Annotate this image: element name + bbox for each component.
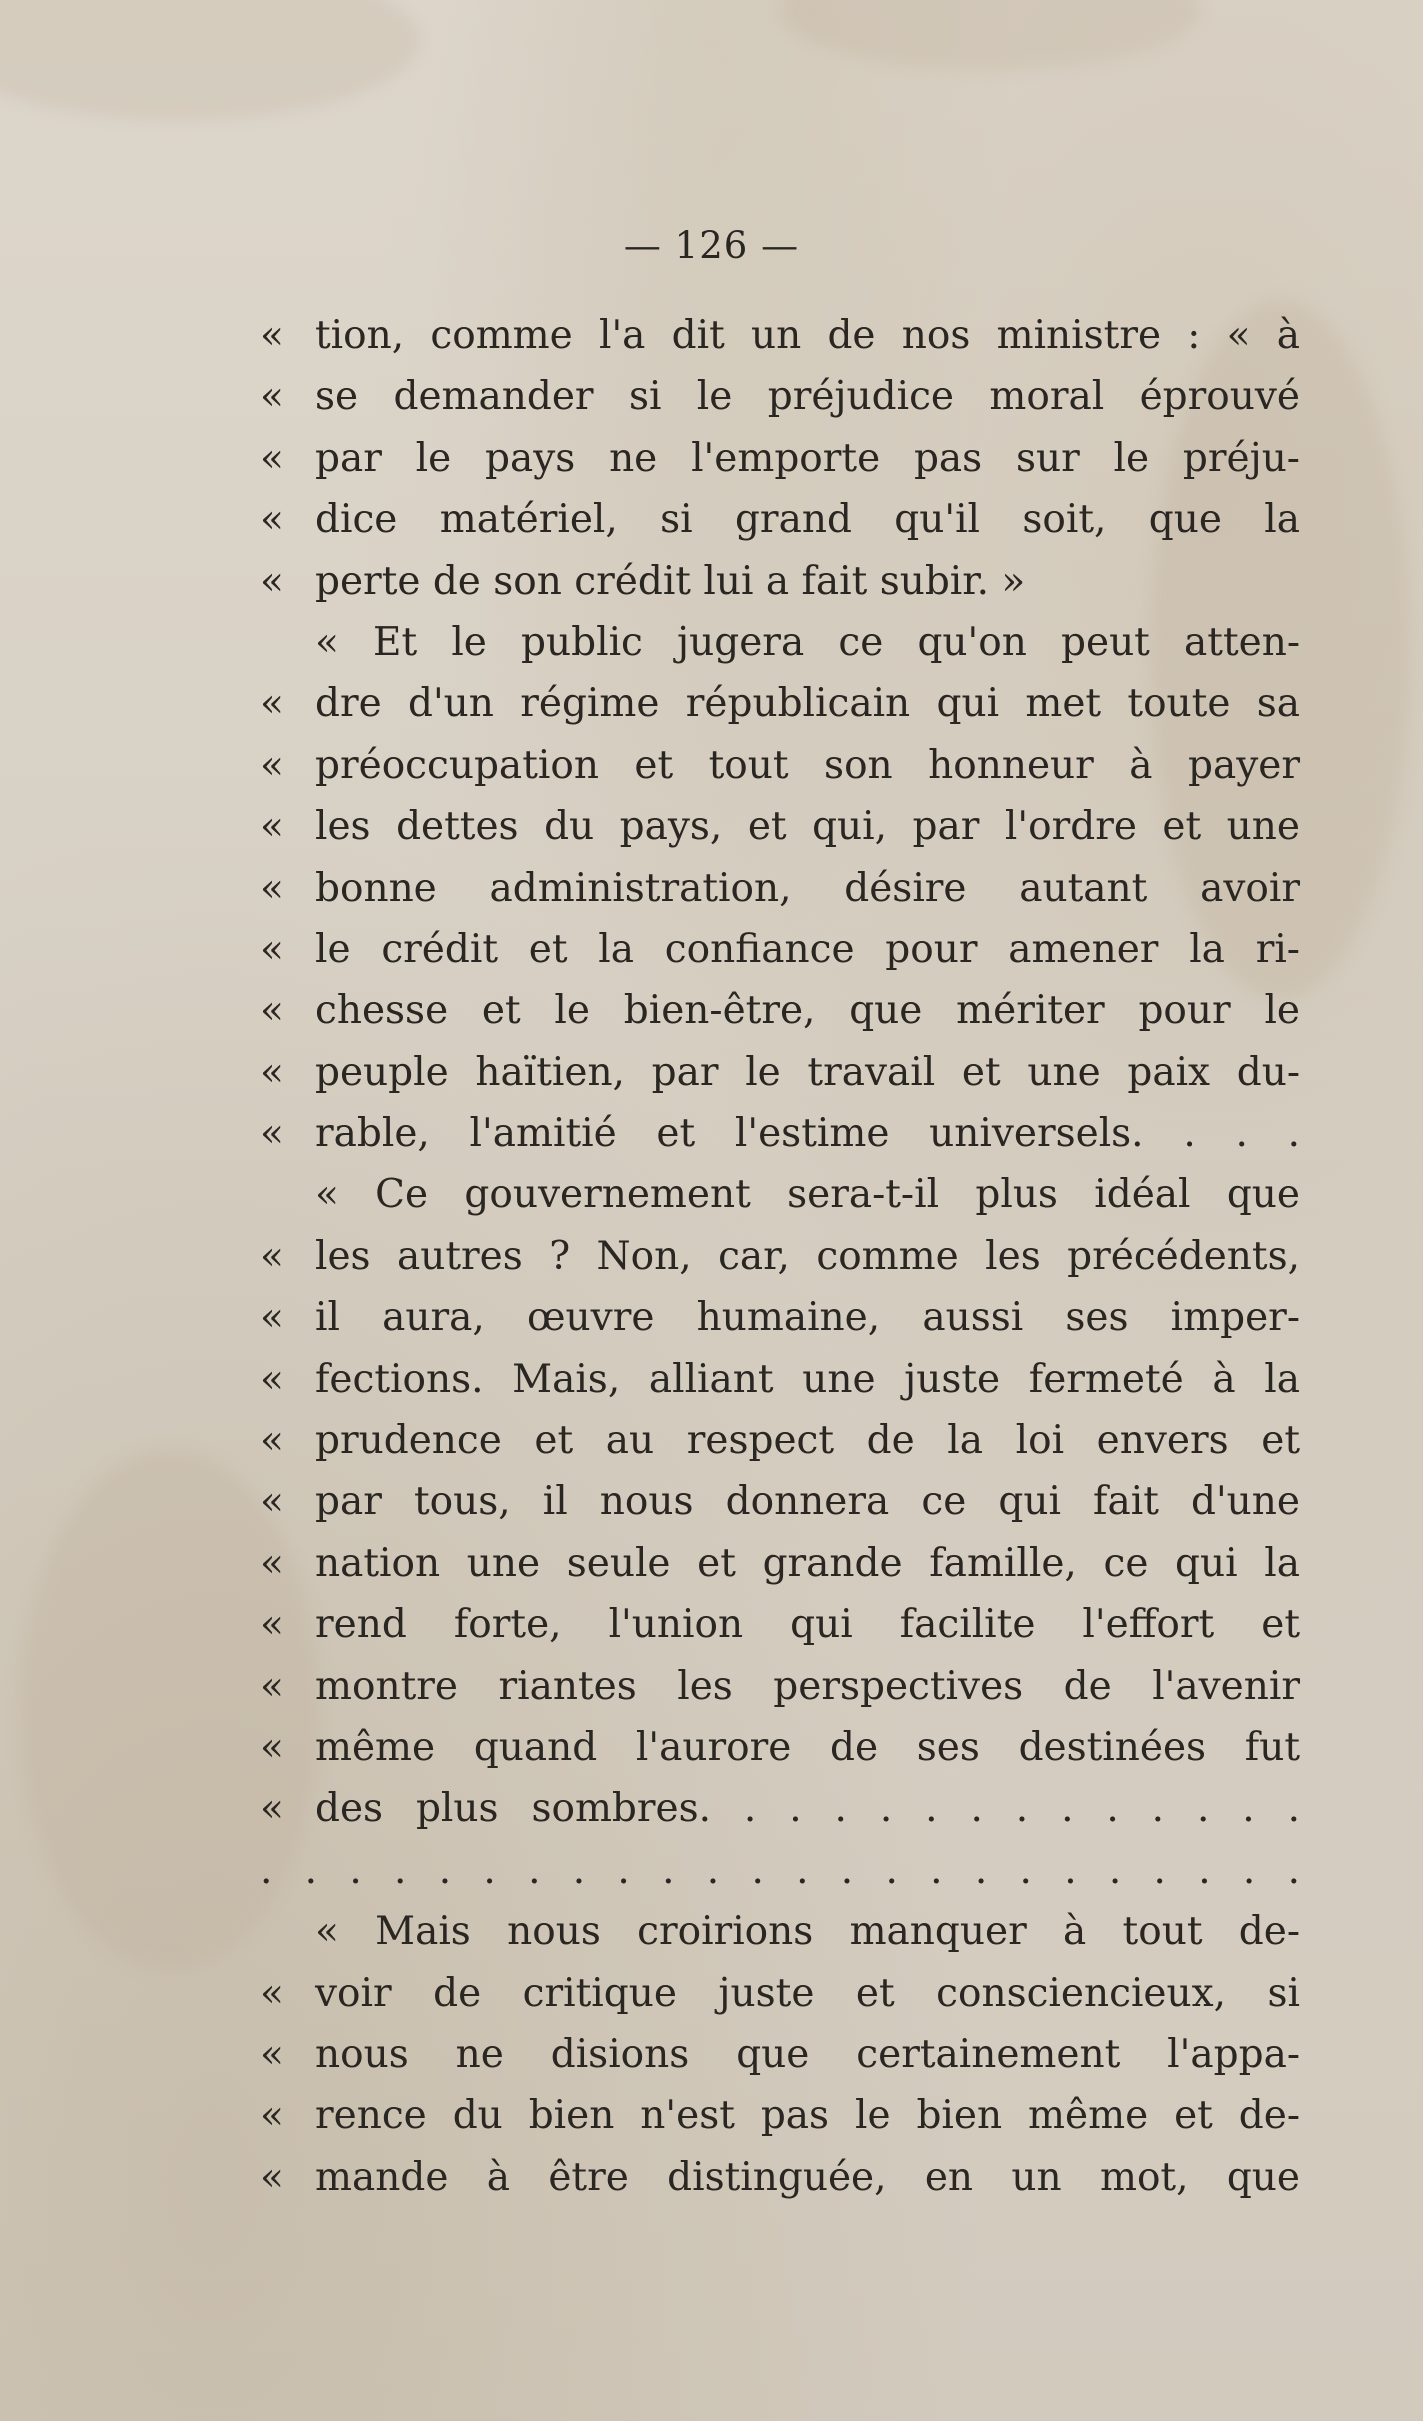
line-text: « Et le public jugera ce qu'on peut atten- — [315, 619, 1300, 665]
line-text: rence du bien n'est pas le bien même et de- — [315, 2093, 1300, 2139]
page-number: — 126 — — [623, 224, 800, 267]
quote-mark: « — [260, 1786, 284, 1832]
line-text: le crédit et la confiance pour amener la ri- — [315, 926, 1300, 972]
line-text: par le pays ne l'emporte pas sur le préju- — [315, 435, 1300, 481]
quote-mark: « — [260, 374, 284, 420]
line-text: nous ne disions que certainement l'appa- — [315, 2031, 1300, 2077]
quote-mark: « — [260, 1233, 284, 1279]
quote-mark: « — [260, 2154, 284, 2200]
text-line — [260, 2147, 1300, 2208]
line-text: « Ce gouvernement sera-t-il plus idéal que — [315, 1172, 1300, 1218]
text-line — [260, 1287, 1300, 1348]
quote-mark: « — [260, 1418, 284, 1464]
quote-mark: « — [260, 2031, 284, 2077]
line-text: dice matériel, si grand qu'il soit, que la — [315, 497, 1300, 543]
text-line — [260, 2085, 1300, 2146]
line-text: par tous, il nous donnera ce qui fait d'une — [315, 1479, 1300, 1525]
line-text: « Mais nous croirions manquer à tout de- — [315, 1909, 1300, 1955]
text-line — [260, 1471, 1300, 1532]
text-line — [260, 858, 1300, 919]
text-line — [260, 1103, 1300, 1164]
ellipsis-line: . . . . . . . . . . . . . . . . . . . . . . . . — [260, 1847, 1300, 1893]
line-text: des plus sombres. . . . . . . . . . . . . . — [315, 1786, 1300, 1832]
line-text: nation une seule et grande famille, ce qui la — [315, 1540, 1300, 1586]
text-line — [260, 366, 1300, 427]
quote-mark: « — [260, 1111, 284, 1157]
text-line — [260, 1840, 1300, 1901]
text-line — [260, 2024, 1300, 2085]
text-line — [260, 1349, 1300, 1410]
text-line — [260, 428, 1300, 489]
quote-mark: « — [260, 988, 284, 1034]
quote-mark: « — [260, 1663, 284, 1709]
text-line — [260, 1164, 1300, 1225]
line-text: dre d'un régime républicain qui met toute sa — [315, 681, 1300, 727]
body-text — [260, 305, 1300, 2208]
quote-mark: « — [260, 1356, 284, 1402]
text-line — [260, 551, 1300, 612]
text-line — [260, 1042, 1300, 1103]
line-text: prudence et au respect de la loi envers et — [315, 1418, 1300, 1464]
line-text: les dettes du pays, et qui, par l'ordre et une — [315, 804, 1300, 850]
text-line — [260, 980, 1300, 1041]
text-line — [260, 1533, 1300, 1594]
quote-mark: « — [260, 804, 284, 850]
line-text: les autres ? Non, car, comme les précédents, — [315, 1233, 1300, 1279]
line-text: préoccupation et tout son honneur à payer — [315, 742, 1300, 788]
line-text: peuple haïtien, par le travail et une paix du- — [315, 1049, 1300, 1095]
quote-mark: « — [260, 1602, 284, 1648]
line-text: mande à être distinguée, en un mot, que — [315, 2154, 1300, 2200]
line-text: chesse et le bien-être, que mériter pour le — [315, 988, 1300, 1034]
text-line — [260, 1226, 1300, 1287]
text-line — [260, 673, 1300, 734]
line-text: rable, l'amitié et l'estime universels. . . . — [315, 1111, 1300, 1157]
quote-mark: « — [260, 926, 284, 972]
quote-mark: « — [260, 681, 284, 727]
quote-mark: « — [260, 1540, 284, 1586]
text-line — [260, 612, 1300, 673]
line-text: tion, comme l'a dit un de nos ministre : « à — [315, 313, 1300, 358]
text-line — [260, 489, 1300, 550]
quote-mark: « — [260, 1295, 284, 1341]
quote-mark: « — [260, 2093, 284, 2139]
text-line — [260, 1778, 1300, 1839]
paper-stain — [780, 0, 1200, 70]
text-line — [260, 1901, 1300, 1962]
text-line — [260, 919, 1300, 980]
quote-mark: « — [260, 1724, 284, 1770]
text-line — [260, 796, 1300, 857]
text-line — [260, 1656, 1300, 1717]
text-line — [260, 1963, 1300, 2024]
line-text: se demander si le préjudice moral éprouvé — [315, 374, 1300, 420]
quote-mark: « — [260, 865, 284, 911]
quote-mark: « — [260, 435, 284, 481]
quote-mark: « — [260, 558, 284, 604]
paper-stain — [0, 0, 420, 120]
quote-mark: « — [260, 742, 284, 788]
text-line — [260, 1410, 1300, 1471]
text-line — [260, 1594, 1300, 1655]
quote-mark: « — [260, 497, 284, 543]
text-line — [260, 1717, 1300, 1778]
line-text: montre riantes les perspectives de l'avenir — [315, 1663, 1300, 1709]
text-line — [260, 735, 1300, 796]
quote-mark: « — [260, 1049, 284, 1095]
line-text: rend forte, l'union qui facilite l'effort et — [315, 1602, 1300, 1648]
quote-mark: « — [260, 1970, 284, 2016]
quote-mark: « — [260, 313, 284, 358]
line-text: voir de critique juste et consciencieux, si — [315, 1970, 1300, 2016]
line-text: bonne administration, désire autant avoir — [315, 865, 1300, 911]
line-text: perte de son crédit lui a fait subir. » — [315, 558, 1026, 604]
quote-mark: « — [260, 1479, 284, 1525]
line-text: même quand l'aurore de ses destinées fut — [315, 1724, 1300, 1770]
text-line — [260, 305, 1300, 366]
line-text: il aura, œuvre humaine, aussi ses imper- — [315, 1295, 1300, 1341]
line-text: fections. Mais, alliant une juste fermeté à la — [315, 1356, 1300, 1402]
